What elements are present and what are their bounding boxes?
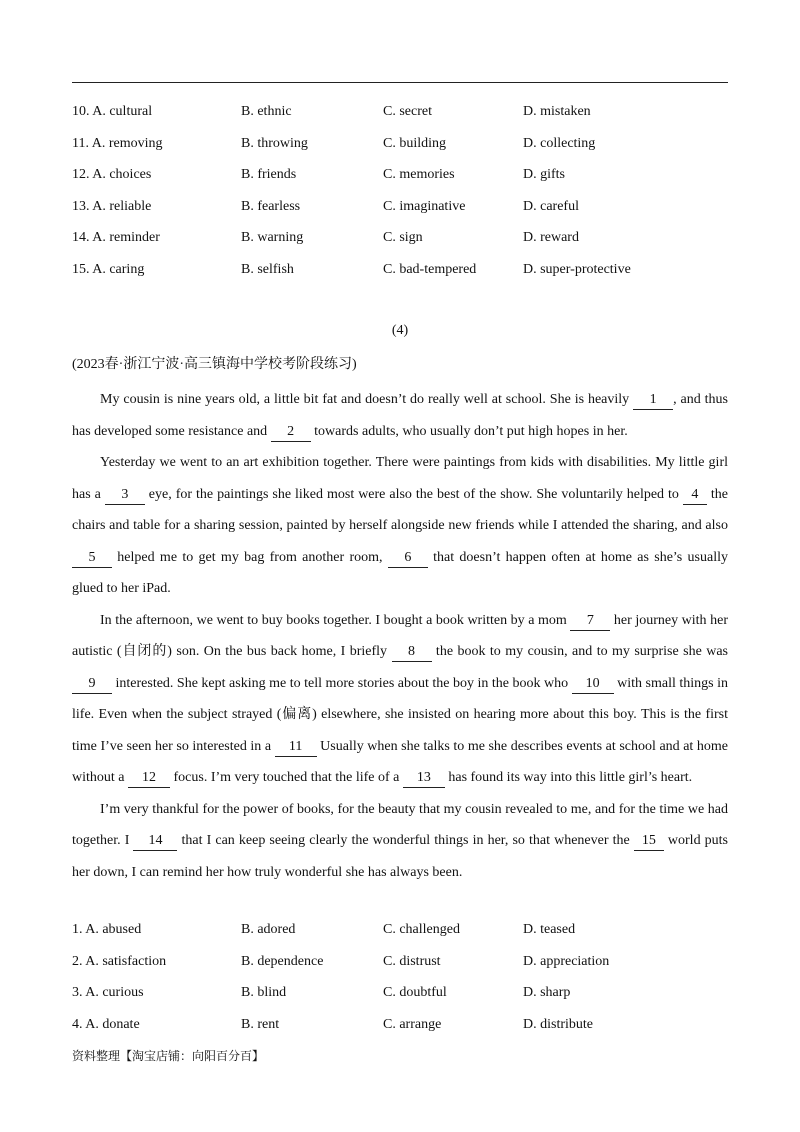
blank-7: 7	[570, 612, 610, 631]
source-line: (2023春·浙江宁波·高三镇海中学校考阶段练习)	[72, 357, 357, 372]
option-b: B. blind	[241, 985, 287, 1000]
option-c: C. secret	[383, 104, 432, 119]
option-row-11	[72, 134, 728, 166]
option-a: 2. A. satisfaction	[72, 953, 167, 969]
option-row-15	[72, 260, 728, 292]
option-b: B. fearless	[241, 198, 301, 214]
option-a: 12. A. choices	[72, 167, 152, 182]
blank-14: 14	[133, 832, 177, 851]
option-row-2	[72, 952, 728, 984]
option-c: C. sign	[383, 230, 423, 245]
section-heading: (4)	[391, 323, 409, 338]
option-a: 10. A. cultural	[72, 104, 153, 119]
blank-11: 11	[275, 738, 317, 757]
option-c: C. distrust	[383, 953, 441, 969]
blank-12: 12	[128, 769, 170, 788]
option-row-4	[72, 1015, 728, 1047]
option-b: B. dependence	[241, 953, 324, 969]
option-c: C. bad-tempered	[383, 261, 477, 277]
blank-6: 6	[388, 549, 428, 568]
option-c: C. arrange	[383, 1016, 442, 1032]
option-d: D. gifts	[523, 167, 565, 182]
paragraph-3: In the afternoon, we went to buy books together. I bought a book written by a mom 7 her journey with her autistic (自闭的) son. On the bus back home, I briefly 8 the book to my cousin, and to my surprise she was 9 interested. She kept asking me to tell more stories about the boy in the book who 10 with small things in life. Even when the subject strayed (偏离) elsewhere, she insisted on hearing more about this boy. This is the first time I’ve seen her so interested in a 11 Usually when she talks to me she describes events at school and at home without a 12 focus. I’m very touched that the life of a 13 has found its way into this little girl’s heart.	[72, 605, 728, 794]
option-b: B. selfish	[241, 261, 294, 277]
option-a: 13. A. reliable	[72, 198, 152, 214]
blank-9: 9	[72, 675, 112, 694]
option-d: D. collecting	[523, 135, 596, 151]
option-a: 11. A. removing	[72, 135, 163, 151]
paragraph-2: Yesterday we went to an art exhibition together. There were paintings from kids with disabilities. My little girl has a 3 eye, for the paintings she liked most were also the best of the show. She voluntarily helped to 4 the chairs and table for a sharing session, painted by herself alongside new friends while I attended the sharing, and also 5 helped me to get my bag from another room, 6 that doesn’t happen often at home as she’s usually glued to her iPad.	[72, 455, 729, 596]
option-a: 1. A. abused	[72, 922, 142, 937]
option-d: D. super-protective	[523, 261, 631, 277]
passage	[72, 384, 728, 888]
blank-15: 15	[634, 832, 664, 851]
option-b: B. warning	[241, 230, 304, 245]
option-row-12	[72, 165, 728, 197]
option-d: D. sharp	[523, 985, 571, 1000]
blank-1: 1	[633, 391, 673, 410]
option-d: D. careful	[523, 198, 579, 214]
option-c: C. building	[383, 135, 447, 151]
option-row-1	[72, 920, 728, 952]
option-c: C. imaginative	[383, 198, 466, 214]
option-a: 3. A. curious	[72, 985, 144, 1000]
option-d: D. mistaken	[523, 104, 591, 119]
options-bottom	[72, 920, 728, 1046]
blank-4: 4	[683, 486, 707, 505]
blank-2: 2	[271, 423, 311, 442]
option-a: 14. A. reminder	[72, 230, 160, 245]
options-top	[72, 102, 728, 291]
option-b: B. rent	[241, 1016, 280, 1032]
option-b: B. ethnic	[241, 104, 292, 119]
option-c: C. challenged	[383, 922, 460, 937]
option-row-3	[72, 983, 728, 1015]
option-row-13	[72, 197, 728, 229]
option-c: C. memories	[383, 167, 455, 182]
blank-3: 3	[105, 486, 145, 505]
option-row-14	[72, 228, 728, 260]
option-c: C. doubtful	[383, 985, 447, 1000]
footer-note: 资料整理【淘宝店铺：向阳百分百】	[72, 1049, 265, 1063]
option-b: B. adored	[241, 922, 296, 937]
header-rule	[72, 82, 728, 83]
option-a: 4. A. donate	[72, 1016, 140, 1032]
option-b: B. throwing	[241, 135, 308, 151]
blank-13: 13	[403, 769, 445, 788]
blank-8: 8	[392, 643, 432, 662]
blank-10: 10	[572, 675, 614, 694]
option-a: 15. A. caring	[72, 261, 145, 277]
option-d: D. distribute	[523, 1016, 593, 1032]
blank-5: 5	[72, 549, 112, 568]
option-d: D. teased	[523, 922, 576, 937]
option-d: D. reward	[523, 230, 579, 245]
paragraph-4: I’m very thankful for the power of books, for the beauty that my cousin revealed to me, and for the time we had together. I 14 that I can keep seeing clearly the wonderful things in her, so that whenever the 15 world puts her down, I can remind her how truly wonderful she has always been.	[72, 801, 728, 880]
option-row-10	[72, 102, 728, 134]
paragraph-1: My cousin is nine years old, a little bit fat and doesn’t do really well at school. She is heavily 1 , and thus has developed some resistance and 2 towards adults, who usually don’t put high hopes in her.	[72, 384, 728, 447]
option-b: B. friends	[241, 167, 297, 182]
option-d: D. appreciation	[523, 953, 610, 969]
